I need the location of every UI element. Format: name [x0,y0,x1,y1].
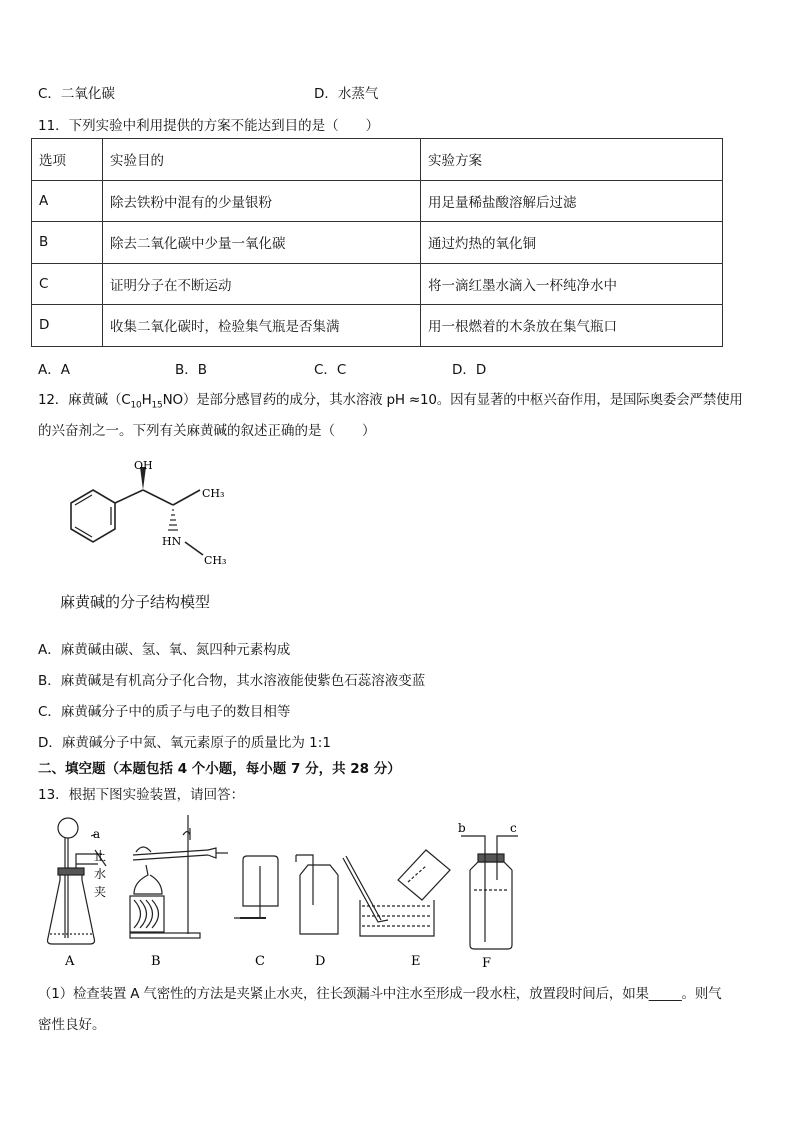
table-cell: 证明分子在不断运动 [103,263,421,305]
q13-sub1-line1: （1）检查装置 A 气密性的方法是夹紧止水夹，往长颈漏斗中注水至形成一段水柱，放置段时间后，如果_____。则气 [38,986,722,1002]
table-row [32,222,723,264]
oh-label: OH [134,459,153,472]
table-cell: 将一滴红墨水滴入一杯纯净水中 [421,263,723,305]
section-heading: 二、填空题（本题包括 4 个小题，每小题 7 分，共 28 分） [38,761,401,777]
ch3-top-label: CH₃ [202,487,225,500]
q12-stem-line2: 的兴奋剂之一。下列有关麻黄碱的叙述正确的是（ ） [38,423,376,439]
option-c-prev: C．二氧化碳 [38,86,115,102]
table-cell: C [32,263,103,305]
ch3-bottom-label: CH₃ [204,554,227,567]
table-header-row [32,139,723,181]
apparatus-letter-a: A [65,954,75,969]
clip-label-1: 止 [94,849,107,863]
label-a: a [93,827,101,841]
clip-label-3: 夹 [94,885,107,899]
q12-option-d: D．麻黄碱分子中氮、氧元素原子的质量比为 1:1 [38,735,331,751]
structure-caption: 麻黄碱的分子结构模型 [60,593,211,611]
apparatus-letter-c: C [255,954,265,969]
table-cell: 用足量稀盐酸溶解后过滤 [421,180,723,222]
q11-option-d: D．D [452,362,487,378]
q11-stem: 11．下列实验中利用提供的方案不能达到目的是（ ） [38,118,380,134]
table-row [32,305,723,347]
q12-stem-line1: 12．麻黄碱$(C_{10}H_{15}NO)$是部分感冒药的成分，其水溶液 pH ≈10。因有显著的中枢兴奋作用，是国际奥委会严禁使用 [38,392,743,411]
q11-option-a: A．A [38,362,70,378]
q13-stem: 13．根据下图实验装置，请回答： [38,787,245,803]
q11-option-c: C．C [314,362,347,378]
table-row [32,263,723,305]
table-cell: B [32,222,103,264]
table-cell: 除去二氧化碳中少量一氧化碳 [103,222,421,264]
q11-table [31,138,723,347]
table-cell: 除去铁粉中混有的少量银粉 [103,180,421,222]
apparatus-letter-f: F [482,956,492,971]
label-b: b [458,821,466,835]
table-row [32,180,723,222]
q12-option-b: B．麻黄碱是有机高分子化合物，其水溶液能使紫色石蕊溶液变蓝 [38,673,426,689]
option-d-prev: D．水蒸气 [314,86,379,102]
apparatus-diagram [38,810,558,975]
header-plan: 实验方案 [421,139,723,181]
apparatus-letter-d: D [315,954,326,969]
ephedrine-structure [45,455,245,575]
table-cell: 用一根燃着的木条放在集气瓶口 [421,305,723,347]
table-cell: 通过灼热的氧化铜 [421,222,723,264]
q12-option-a: A．麻黄碱由碳、氢、氧、氮四种元素构成 [38,642,291,658]
header-option: 选项 [32,139,103,181]
q11-option-b: B．B [175,362,208,378]
table-cell: A [32,180,103,222]
apparatus-letter-b: B [151,954,161,969]
table-cell: 收集二氧化碳时，检验集气瓶是否集满 [103,305,421,347]
q12-option-c: C．麻黄碱分子中的质子与电子的数目相等 [38,704,291,720]
header-purpose: 实验目的 [103,139,421,181]
hn-label: HN [162,535,182,548]
table-cell: D [32,305,103,347]
label-c: c [510,821,517,835]
apparatus-letter-e: E [411,954,421,969]
clip-label-2: 水 [94,867,107,881]
q13-sub1-line2: 密性良好。 [38,1017,106,1033]
